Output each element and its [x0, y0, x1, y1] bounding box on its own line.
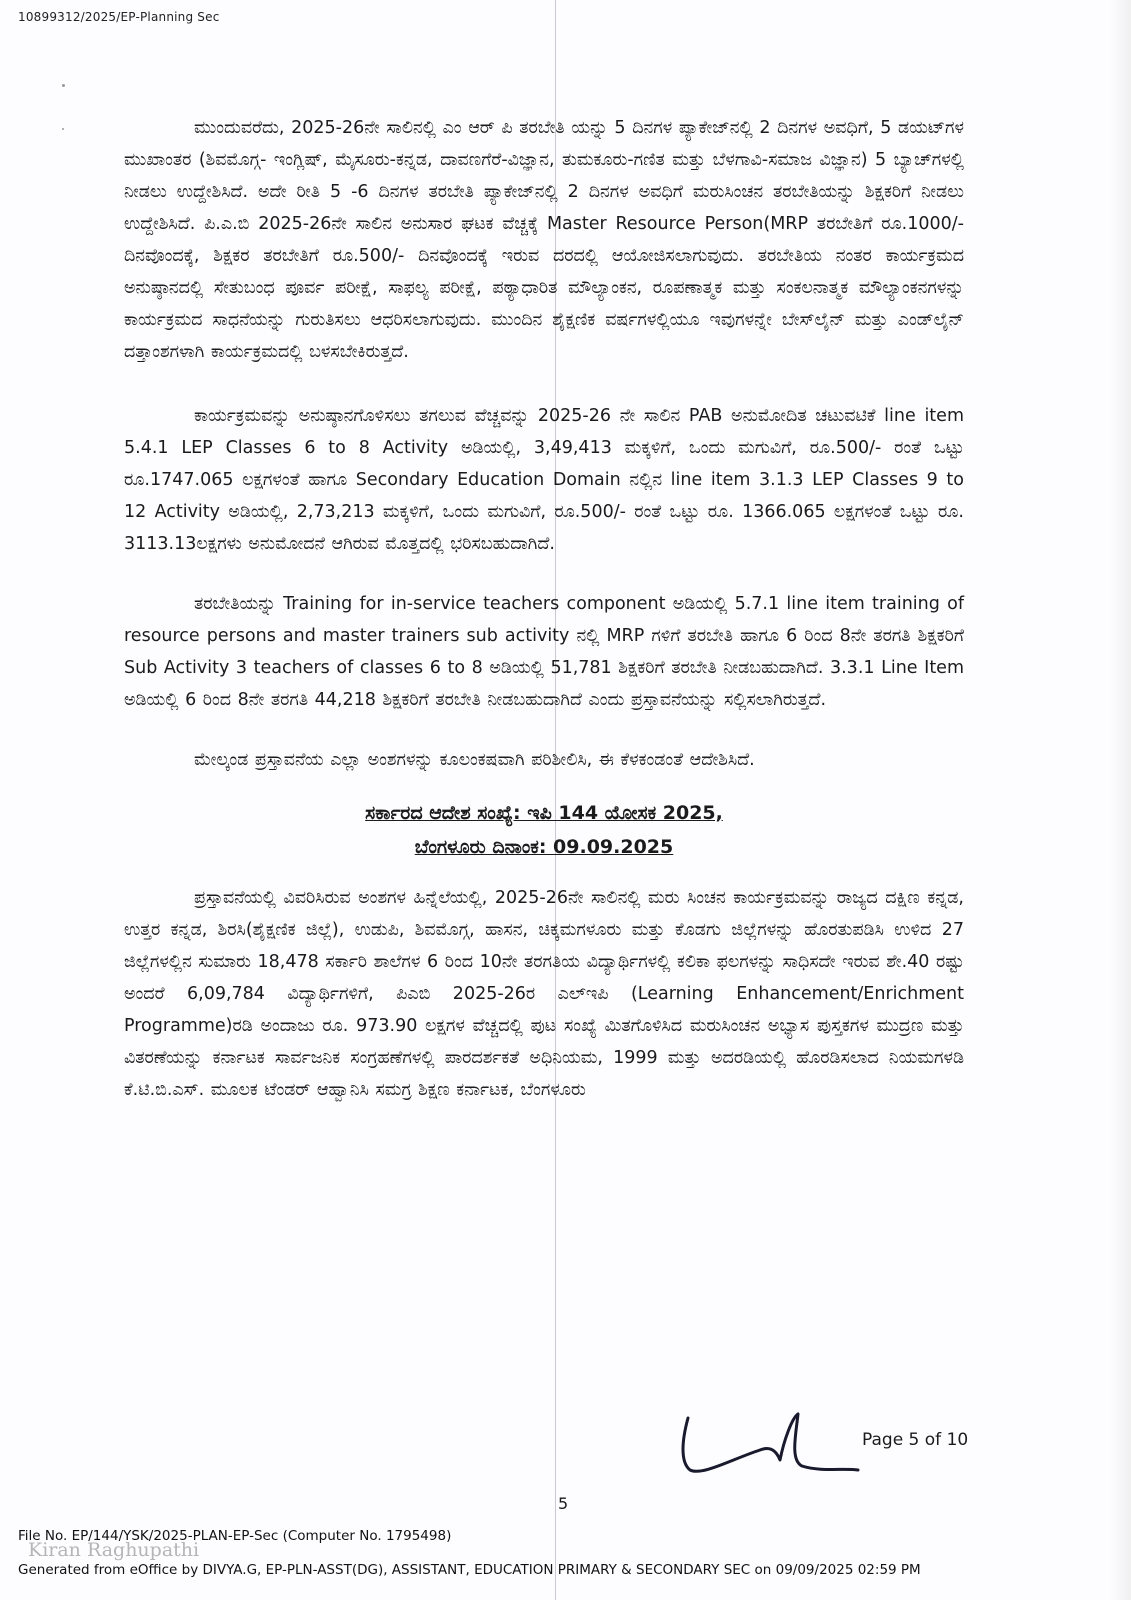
paragraph-training-plan: ಮುಂದುವರೆದು, 2025-26ನೇ ಸಾಲಿನಲ್ಲಿ ಎಂ ಆರ್ ಪಿ ತರಬೇತಿ ಯನ್ನು 5 ದಿನಗಳ ಪ್ಯಾಕೇಜ್‌ನಲ್ಲಿ 2 ದಿನಗಳ ಅವಧಿಗೆ, 5 ಡಯಟ್‌ಗಳ ಮುಖಾಂತರ (ಶಿವಮೊಗ್ಗ- ಇಂಗ್ಲಿಷ್, ಮೈಸೂರು-ಕನ್ನಡ, ದಾವಣಗೆರೆ-ವಿಜ್ಞಾನ, ತುಮಕೂರು-ಗಣಿತ ಮತ್ತು ಬೆಳಗಾವಿ-ಸಮಾಜ ವಿಜ್ಞಾನ) 5 ಬ್ಯಾಚ್‌ಗಳಲ್ಲಿ ನೀಡಲು ಉದ್ದೇಶಿಸಿದೆ. ಅದೇ ರೀತಿ 5 -6 ದಿನಗಳ ತರಬೇತಿ ಪ್ಯಾಕೇಜ್‌ನಲ್ಲಿ 2 ದಿನಗಳ ಅವಧಿಗೆ ಮರುಸಿಂಚನ ತರಬೇತಿಯನ್ನು ಶಿಕ್ಷಕರಿಗೆ ನೀಡಲು ಉದ್ದೇಶಿಸಿದೆ. ಪಿ.ಎ.ಬಿ 2025-26ನೇ ಸಾಲಿನ ಅನುಸಾರ ಘಟಕ ವೆಚ್ಚಕ್ಕೆ Master Resource Person(MRP ತರಬೇತಿಗೆ ರೂ.1000/- ದಿನವೊಂದಕ್ಕೆ, ಶಿಕ್ಷಕರ ತರಬೇತಿಗೆ ರೂ.500/- ದಿನವೊಂದಕ್ಕೆ ಇರುವ ದರದಲ್ಲಿ ಆಯೋಜಿಸಲಾಗುವುದು. ತರಬೇತಿಯ ನಂತರ ಕಾರ್ಯಕ್ರಮದ ಅನುಷ್ಠಾನದಲ್ಲಿ ಸೇತುಬಂಧ ಪೂರ್ವ ಪರೀಕ್ಷೆ, ಸಾಫಲ್ಯ ಪರೀಕ್ಷೆ, ಪಠ್ಯಾಧಾರಿತ ಮೌಲ್ಯಾಂಕನ, ರೂಪಣಾತ್ಮಕ ಮತ್ತು ಸಂಕಲನಾತ್ಮಕ ಮೌಲ್ಯಾಂಕನಗಳನ್ನು ಕಾರ್ಯಕ್ರಮದ ಸಾಧನೆಯನ್ನು ಗುರುತಿಸಲು ಆಧರಿಸಲಾಗುವುದು. ಮುಂದಿನ ಶೈಕ್ಷಣಿಕ ವರ್ಷಗಳಲ್ಲಿಯೂ ಇವುಗಳನ್ನೇ ಬೇಸ್‌ಲೈನ್ ಮತ್ತು ಎಂಡ್‌ಲೈನ್ ದತ್ತಾಂಶಗಳಾಗಿ ಕಾರ್ಯಕ್ರಮದಲ್ಲಿ ಬಳಸಬೇಕಿರುತ್ತದೆ. — [124, 118, 964, 362]
footer-watermark-name: Kiran Raghupathi — [28, 1539, 200, 1561]
order-number: ಸರ್ಕಾರದ ಆದೇಶ ಸಂಖ್ಯೆ: ಇಪಿ 144 ಯೋಸಕ 2025, — [365, 802, 723, 824]
footer-file-number: File No. EP/144/YSK/2025-PLAN-EP-Sec (Computer No. 1795498) — [18, 1528, 452, 1544]
page-of-label: Page 5 of 10 — [862, 1430, 969, 1450]
document-id-header: 10899312/2025/EP-Planning Sec — [18, 10, 220, 24]
scan-speck — [62, 128, 64, 130]
signature-image — [680, 1410, 860, 1490]
government-order-heading — [124, 796, 964, 864]
paragraph-teacher-training: ತರಬೇತಿಯನ್ನು Training for in-service teachers component ಅಡಿಯಲ್ಲಿ 5.7.1 line item training of resource persons and master trainers sub activity ನಲ್ಲಿ MRP ಗಳಿಗೆ ತರಬೇತಿ ಹಾಗೂ 6 ರಿಂದ 8ನೇ ತರಗತಿ ಶಿಕ್ಷಕರಿಗೆ Sub Activity 3 teachers of classes 6 to 8 ಅಡಿಯಲ್ಲಿ 51,781 ಶಿಕ್ಷಕರಿಗೆ ತರಬೇತಿ ನೀಡಬಹುದಾಗಿದೆ. 3.3.1 Line Item ಅಡಿಯಲ್ಲಿ 6 ರಿಂದ 8ನೇ ತರಗತಿ 44,218 ಶಿಕ್ಷಕರಿಗೆ ತರಬೇತಿ ನೀಡಬಹುದಾಗಿದೆ ಎಂದು ಪ್ರಸ್ತಾವನೆಯನ್ನು ಸಲ್ಲಿಸಲಾಗಿರುತ್ತದೆ. — [124, 594, 964, 710]
order-date: ಬೆಂಗಳೂರು ದಿನಾಂಕ: 09.09.2025 — [414, 836, 674, 858]
scan-speck — [62, 84, 65, 87]
paragraph-order-body: ಪ್ರಸ್ತಾವನೆಯಲ್ಲಿ ವಿವರಿಸಿರುವ ಅಂಶಗಳ ಹಿನ್ನೆಲೆಯಲ್ಲಿ, 2025-26ನೇ ಸಾಲಿನಲ್ಲಿ ಮರು ಸಿಂಚನ ಕಾರ್ಯಕ್ರಮವನ್ನು ರಾಜ್ಯದ ದಕ್ಷಿಣ ಕನ್ನಡ, ಉತ್ತರ ಕನ್ನಡ, ಶಿರಸಿ(ಶೈಕ್ಷಣಿಕ ಜಿಲ್ಲೆ), ಉಡುಪಿ, ಶಿವಮೊಗ್ಗ, ಹಾಸನ, ಚಿಕ್ಕಮಗಳೂರು ಮತ್ತು ಕೊಡಗು ಜಿಲ್ಲೆಗಳನ್ನು ಹೊರತುಪಡಿಸಿ ಉಳಿದ 27 ಜಿಲ್ಲೆಗಳಲ್ಲಿನ ಸುಮಾರು 18,478 ಸರ್ಕಾರಿ ಶಾಲೆಗಳ 6 ರಿಂದ 10ನೇ ತರಗತಿಯ ವಿದ್ಯಾರ್ಥಿಗಳಲ್ಲಿ ಕಲಿಕಾ ಫಲಗಳನ್ನು ಸಾಧಿಸದೇ ಇರುವ ಶೇ.40 ರಷ್ಟು ಅಂದರೆ 6,09,784 ವಿದ್ಯಾರ್ಥಿಗಳಿಗೆ, ಪಿಎಬಿ 2025-26ರ ಎಲ್‌ಇಪಿ (Learning Enhancement/Enrichment Programme)ರಡಿ ಅಂದಾಜು ರೂ. 973.90 ಲಕ್ಷಗಳ ವೆಚ್ಚದಲ್ಲಿ ಪುಟ ಸಂಖ್ಯೆ ಮಿತಗೊಳಿಸಿದ ಮರುಸಿಂಚನ ಅಭ್ಯಾಸ ಪುಸ್ತಕಗಳ ಮುದ್ರಣ ಮತ್ತು ವಿತರಣೆಯನ್ನು ಕರ್ನಾಟಕ ಸಾರ್ವಜನಿಕ ಸಂಗ್ರಹಣೆಗಳಲ್ಲಿ ಪಾರದರ್ಶಕತೆ ಅಧಿನಿಯಮ, 1999 ಮತ್ತು ಅದರಡಿಯಲ್ಲಿ ಹೊರಡಿಸಲಾದ ನಿಯಮಗಳಡಿ ಕೆ.ಟಿ.ಬಿ.ಎಸ್. ಮೂಲಕ ಟೆಂಡರ್ ಆಹ್ವಾನಿಸಿ ಸಮಗ್ರ ಶಿಕ್ಷಣ ಕರ್ನಾಟಕ, ಬೆಂಗಳೂರು — [124, 888, 964, 1100]
footer-generated-info: Generated from eOffice by DIVYA.G, EP-PLN-ASST(DG), ASSISTANT, EDUCATION PRIMARY & SECONDARY SEC on 09/09/2025 02:59 PM — [18, 1562, 921, 1578]
page-edge-shadow — [1109, 0, 1131, 1600]
page-number: 5 — [558, 1494, 569, 1513]
document-body — [124, 112, 964, 1106]
paragraph-budget: ಕಾರ್ಯಕ್ರಮವನ್ನು ಅನುಷ್ಠಾನಗೊಳಿಸಲು ತಗಲುವ ವೆಚ್ಚವನ್ನು 2025-26 ನೇ ಸಾಲಿನ PAB ಅನುಮೋದಿತ ಚಟುವಟಿಕೆ line item 5.4.1 LEP Classes 6 to 8 Activity ಅಡಿಯಲ್ಲಿ, 3,49,413 ಮಕ್ಕಳಿಗೆ, ಒಂದು ಮಗುವಿಗೆ, ರೂ.500/- ರಂತೆ ಒಟ್ಟು ರೂ.1747.065 ಲಕ್ಷಗಳಂತೆ ಹಾಗೂ Secondary Education Domain ನಲ್ಲಿನ line item 3.1.3 LEP Classes 9 to 12 Activity ಅಡಿಯಲ್ಲಿ, 2,73,213 ಮಕ್ಕಳಿಗೆ, ಒಂದು ಮಗುವಿಗೆ, ರೂ.500/- ರಂತೆ ಒಟ್ಟು ರೂ. 1366.065 ಲಕ್ಷಗಳಂತೆ ಒಟ್ಟು ರೂ. 3113.13ಲಕ್ಷಗಳು ಅನುಮೋದನೆ ಆಗಿರುವ ಮೊತ್ತದಲ್ಲಿ ಭರಿಸಬಹುದಾಗಿದೆ. — [124, 406, 964, 554]
paragraph-order-intro: ಮೇಲ್ಕಂಡ ಪ್ರಸ್ತಾವನೆಯ ಎಲ್ಲಾ ಅಂಶಗಳನ್ನು ಕೂಲಂಕಷವಾಗಿ ಪರಿಶೀಲಿಸಿ, ಈ ಕೆಳಕಂಡಂತೆ ಆದೇಶಿಸಿದೆ. — [194, 750, 755, 770]
